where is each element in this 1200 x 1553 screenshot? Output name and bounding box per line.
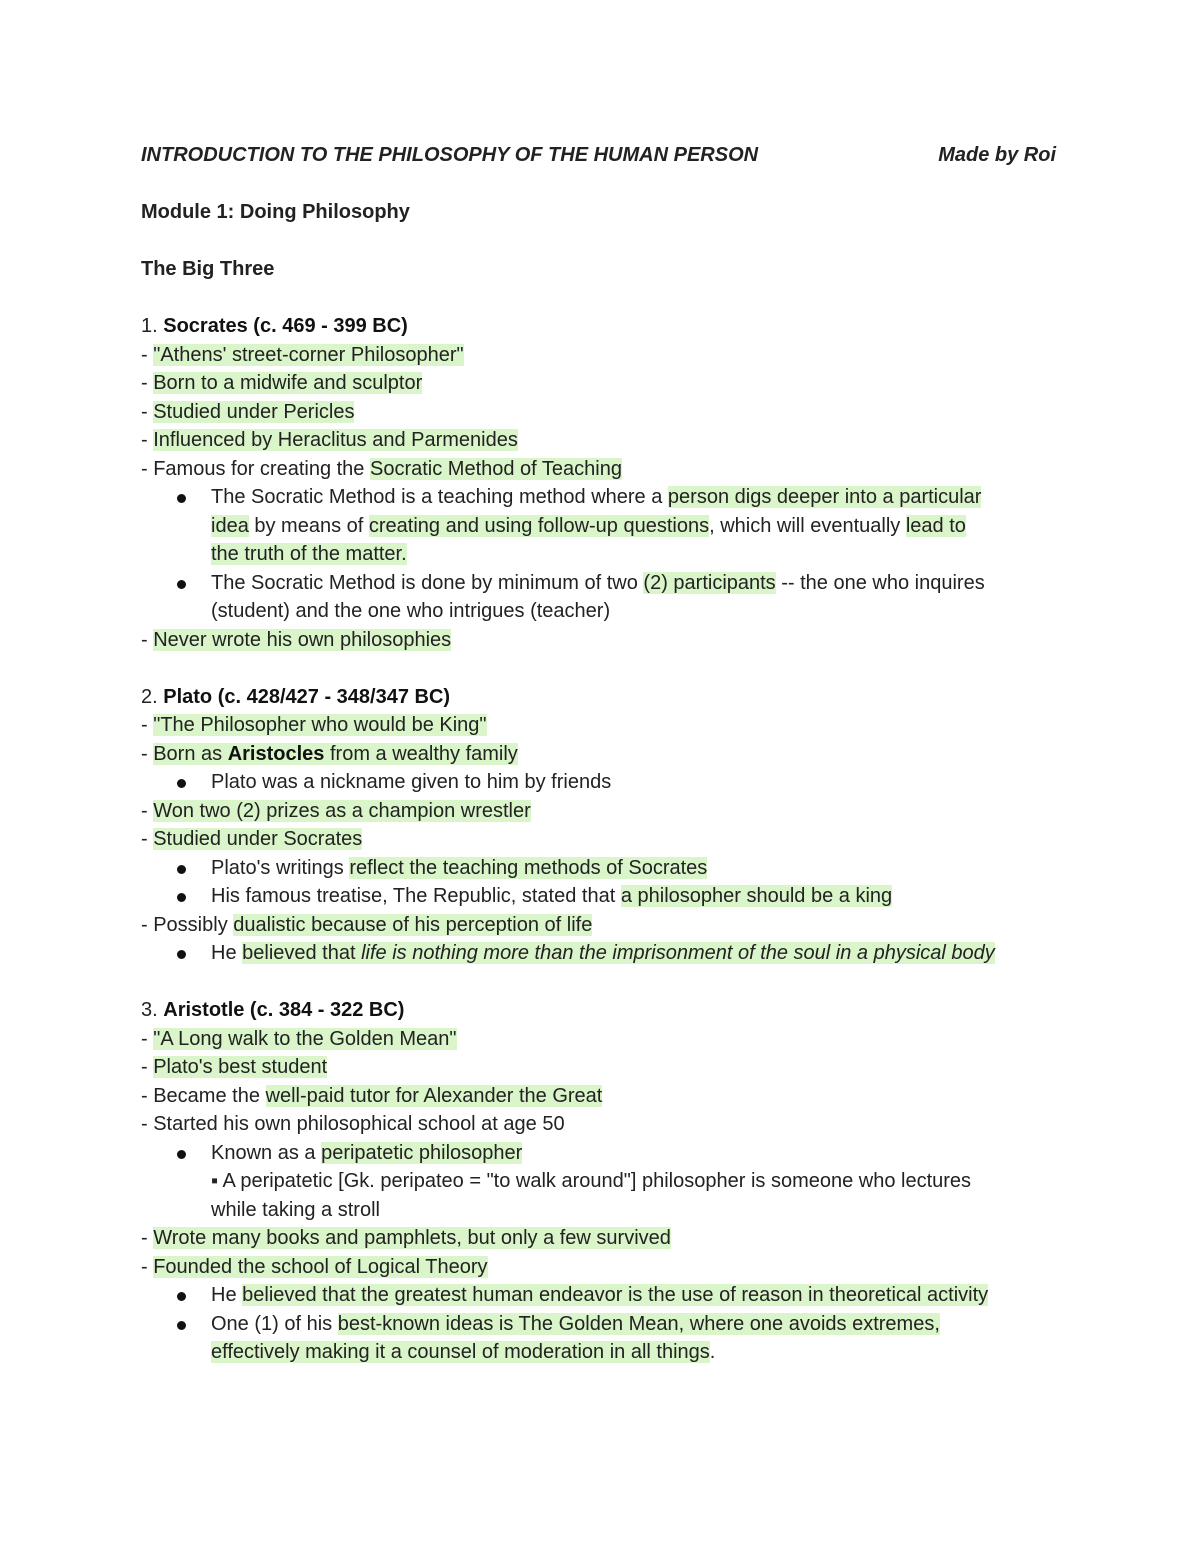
- bullet-item: Known as a peripatetic philosopher: [141, 1139, 1071, 1168]
- dash-line: - "The Philosopher who would be King": [141, 714, 487, 736]
- dash-line: - "A Long walk to the Golden Mean": [141, 1027, 457, 1050]
- highlight: "A Long walk to the Golden Mean": [153, 1027, 457, 1050]
- bullet-item: The Socratic Method is done by minimum of two (2) participants -- the one who inquires: [141, 569, 1071, 598]
- bullet-continuation: while taking a stroll: [211, 1198, 380, 1221]
- highlight: "Athens' street-corner Philosopher": [153, 343, 464, 366]
- bullet-dot-icon: [177, 1292, 186, 1301]
- highlight: effectively making it a counsel of moderation in all things: [211, 1341, 710, 1363]
- bullet-dot-icon: [177, 865, 186, 874]
- italic-text: life is nothing more than the imprisonment of the soul in a physical body: [361, 942, 995, 964]
- highlight: Studied under Pericles: [153, 400, 355, 423]
- highlight: best-known ideas is The Golden Mean, where one avoids extremes,: [337, 1312, 940, 1335]
- highlight: Never wrote his own philosophies: [153, 628, 452, 651]
- highlight: well-paid tutor for Alexander the Great: [265, 1084, 603, 1107]
- bold-name: Aristocles: [227, 742, 325, 765]
- highlight: idea: [211, 514, 249, 537]
- dash-line: - Born as Aristocles from a wealthy family: [141, 742, 518, 765]
- highlight: peripatetic philosopher: [321, 1141, 523, 1164]
- highlight: Won two (2) prizes as a champion wrestler: [153, 799, 531, 822]
- philosopher-name: Plato (c. 428/427 - 348/347 BC): [163, 685, 451, 708]
- dash-line: - "Athens' street-corner Philosopher": [141, 343, 464, 366]
- dash-line: - Studied under Pericles: [141, 400, 355, 423]
- highlight: (2) participants: [643, 571, 776, 594]
- philosopher-heading-socrates: [141, 312, 1071, 341]
- page-header: [141, 141, 1056, 169]
- highlight: reflect the teaching methods of Socrates: [349, 856, 708, 879]
- dash-line: - Wrote many books and pamphlets, but only a few survived: [141, 1227, 671, 1249]
- highlight: person digs deeper into a particular: [667, 486, 982, 508]
- section-heading: The Big Three: [141, 258, 275, 280]
- module-heading: Module 1: Doing Philosophy: [141, 201, 410, 223]
- highlight: Founded the school of Logical Theory: [153, 1255, 488, 1278]
- bullet-dot-icon: [177, 779, 186, 788]
- highlight: lead to: [905, 514, 966, 537]
- dash-line: - Born to a midwife and sculptor: [141, 372, 423, 394]
- dash-line: - Founded the school of Logical Theory: [141, 1255, 488, 1278]
- dash-line: - Started his own philosophical school at age 50: [141, 1113, 565, 1135]
- sub-bullet-item: ▪ A peripatetic [Gk. peripateo = "to walk around"] philosopher is someone who lectures: [211, 1170, 972, 1192]
- dash-line: - Influenced by Heraclitus and Parmenides: [141, 429, 518, 451]
- item-number: 3.: [141, 999, 164, 1021]
- bullet-dot-icon: [177, 893, 186, 902]
- dash-line: - Plato's best student: [141, 1056, 328, 1078]
- highlight: believed that the greatest human endeavor is the use of reason in theoretical activity: [242, 1284, 989, 1306]
- philosopher-heading-aristotle: [141, 996, 1071, 1025]
- highlight: dualistic because of his perception of life: [233, 913, 593, 936]
- spacer: [141, 654, 1071, 683]
- bullet-dot-icon: [177, 1150, 186, 1159]
- bullet-item: His famous treatise, The Republic, stated that a philosopher should be a king: [141, 882, 1071, 911]
- dash-line: - Never wrote his own philosophies: [141, 628, 452, 651]
- highlight: the truth of the matter.: [211, 543, 407, 565]
- spacer: [141, 968, 1071, 997]
- highlight: a philosopher should be a king: [620, 885, 893, 907]
- highlight: Influenced by Heraclitus and Parmenides: [153, 429, 518, 451]
- highlight: "The Philosopher who would be King": [153, 714, 487, 736]
- bullet-continuation: idea by means of creating and using follow-up questions, which will eventually lead to: [211, 514, 966, 537]
- bullet-dot-icon: [177, 950, 186, 959]
- bullet-continuation: effectively making it a counsel of moderation in all things.: [211, 1341, 716, 1363]
- item-number: 2.: [141, 685, 164, 708]
- bullet-continuation: (student) and the one who intrigues (teacher): [211, 600, 611, 622]
- bullet-item: He believed that life is nothing more than the imprisonment of the soul in a physical body: [141, 939, 1071, 968]
- philosopher-name: Aristotle (c. 384 - 322 BC): [163, 999, 405, 1021]
- author-credit: Made by Roi: [938, 144, 1056, 166]
- philosopher-heading-plato: [141, 683, 1071, 712]
- dash-line: - Possibly dualistic because of his perception of life: [141, 913, 593, 936]
- highlight: Born as Aristocles from a wealthy family: [153, 742, 518, 765]
- dash-line: - Won two (2) prizes as a champion wrestler: [141, 799, 531, 822]
- bullet-item: He believed that the greatest human endeavor is the use of reason in theoretical activity: [141, 1281, 1071, 1310]
- bullet-continuation: [141, 540, 1071, 569]
- dash-line: - Famous for creating the Socratic Method of Teaching: [141, 457, 622, 480]
- highlight: Wrote many books and pamphlets, but only a few survived: [153, 1227, 671, 1249]
- philosopher-name: Socrates (c. 469 - 399 BC): [163, 315, 408, 337]
- dash-line: - Studied under Socrates: [141, 828, 363, 850]
- highlight: Studied under Socrates: [153, 828, 363, 850]
- highlight: Socratic Method of Teaching: [369, 457, 622, 480]
- dash-line: - Became the well-paid tutor for Alexander the Great: [141, 1084, 603, 1107]
- bullet-item: Plato's writings reflect the teaching methods of Socrates: [141, 854, 1071, 883]
- bullet-item: One (1) of his best-known ideas is The Golden Mean, where one avoids extremes,: [141, 1310, 1071, 1339]
- notes-body: [141, 312, 1071, 1367]
- bullet-dot-icon: [177, 580, 186, 589]
- bullet-dot-icon: [177, 1321, 186, 1330]
- highlight: creating and using follow-up questions: [368, 514, 710, 537]
- document-title: INTRODUCTION TO THE PHILOSOPHY OF THE HUMAN PERSON: [141, 144, 759, 166]
- highlight: believed that life is nothing more than the imprisonment of the soul in a physical body: [242, 942, 995, 964]
- bullet-dot-icon: [177, 494, 186, 503]
- bullet-item: Plato was a nickname given to him by friends: [141, 768, 1071, 797]
- item-number: 1.: [141, 315, 164, 337]
- bullet-item: The Socratic Method is a teaching method where a person digs deeper into a particular: [141, 483, 1071, 512]
- highlight: Plato's best student: [153, 1056, 328, 1078]
- highlight: Born to a midwife and sculptor: [153, 372, 423, 394]
